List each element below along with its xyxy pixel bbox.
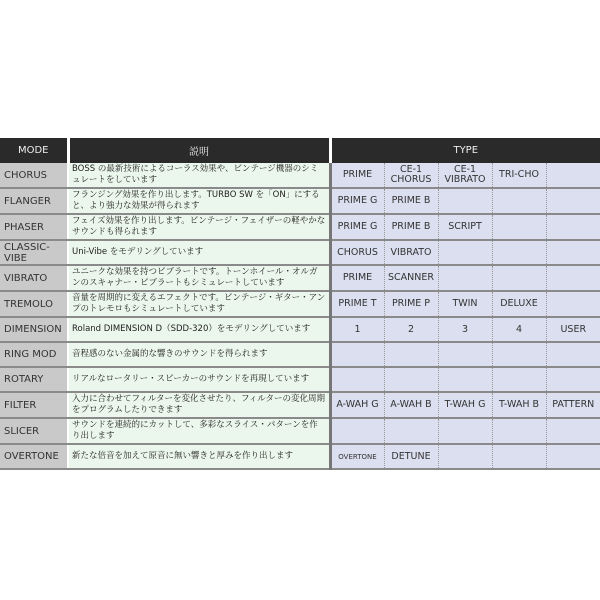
type-cell: PRIME	[330, 163, 384, 188]
table-row	[0, 291, 600, 317]
table-row	[0, 367, 600, 392]
description-cell: ユニークな効果を持つビブラートです。トーンホイール・オルガンのスキャナー・ビブラートもシミュレートしています	[68, 265, 330, 291]
type-cell	[438, 265, 492, 291]
table-row	[0, 418, 600, 444]
type-cell	[438, 367, 492, 392]
table-row	[0, 392, 600, 418]
type-cell: TRI-CHO	[492, 163, 546, 188]
header-type: TYPE	[330, 138, 600, 163]
type-cell: CHORUS	[330, 240, 384, 265]
type-cell: 2	[384, 317, 438, 342]
type-cell	[492, 265, 546, 291]
type-cell: CE-1 VIBRATO	[438, 163, 492, 188]
type-cell: SCANNER	[384, 265, 438, 291]
type-cell: PRIME B	[384, 214, 438, 240]
description-cell: BOSS の最新技術によるコーラス効果や、ビンテージ機器のシミュレートをしています	[68, 163, 330, 188]
type-cell	[492, 367, 546, 392]
mode-cell: SLICER	[0, 418, 68, 444]
type-cell: PRIME	[330, 265, 384, 291]
mode-cell: ROTARY	[0, 367, 68, 392]
table-row	[0, 444, 600, 469]
header-description: 説明	[68, 138, 330, 163]
type-cell: PRIME T	[330, 291, 384, 317]
type-cell	[384, 418, 438, 444]
description-cell: サウンドを連続的にカットして、多彩なスライス・パターンを作り出します	[68, 418, 330, 444]
type-cell: PATTERN	[546, 392, 600, 418]
description-cell: フランジング効果を作り出します。TURBO SW を「ON」にすると、より強力な効果が得られます	[68, 188, 330, 214]
mode-cell: RING MOD	[0, 342, 68, 367]
mode-cell: CLASSIC-VIBE	[0, 240, 68, 265]
description-cell: 音量を周期的に変えるエフェクトです。ビンテージ・ギター・アンプのトレモロもシミュレートしています	[68, 291, 330, 317]
header-mode: MODE	[0, 138, 68, 163]
mode-table	[0, 138, 600, 470]
description-cell: 入力に合わせてフィルターを変化させたり、フィルターの変化周期をプログラムしたりできます	[68, 392, 330, 418]
type-cell	[492, 444, 546, 469]
mode-cell: DIMENSION	[0, 317, 68, 342]
type-cell	[330, 367, 384, 392]
mode-cell: CHORUS	[0, 163, 68, 188]
description-cell: フェイズ効果を作り出します。ビンテージ・フェイザーの軽やかなサウンドも得られます	[68, 214, 330, 240]
type-cell	[438, 240, 492, 265]
type-cell: 3	[438, 317, 492, 342]
type-cell: TWIN	[438, 291, 492, 317]
type-cell: 1	[330, 317, 384, 342]
type-cell: SCRIPT	[438, 214, 492, 240]
description-cell: 音程感のない金属的な響きのサウンドを得られます	[68, 342, 330, 367]
type-cell	[384, 342, 438, 367]
type-cell: VIBRATO	[384, 240, 438, 265]
table-row	[0, 214, 600, 240]
mode-cell: TREMOLO	[0, 291, 68, 317]
type-cell: T-WAH B	[492, 392, 546, 418]
type-cell	[438, 342, 492, 367]
type-cell	[546, 163, 600, 188]
type-cell	[492, 188, 546, 214]
type-cell	[546, 367, 600, 392]
mode-cell: FILTER	[0, 392, 68, 418]
type-cell	[492, 240, 546, 265]
type-cell	[546, 291, 600, 317]
table-row	[0, 240, 600, 265]
type-cell	[438, 188, 492, 214]
type-cell	[384, 367, 438, 392]
type-cell: DELUXE	[492, 291, 546, 317]
type-cell	[492, 214, 546, 240]
type-cell: A-WAH B	[384, 392, 438, 418]
description-cell: 新たな倍音を加えて原音に無い響きと厚みを作り出します	[68, 444, 330, 469]
mode-cell: VIBRATO	[0, 265, 68, 291]
type-cell	[330, 418, 384, 444]
type-cell: CE-1 CHORUS	[384, 163, 438, 188]
description-cell: Uni-Vibe をモデリングしています	[68, 240, 330, 265]
mode-cell: OVERTONE	[0, 444, 68, 469]
type-cell	[546, 265, 600, 291]
type-cell	[546, 342, 600, 367]
type-cell: PRIME B	[384, 188, 438, 214]
type-cell: PRIME G	[330, 188, 384, 214]
description-cell: リアルなロータリー・スピーカーのサウンドを再現しています	[68, 367, 330, 392]
mode-cell: PHASER	[0, 214, 68, 240]
type-cell: DETUNE	[384, 444, 438, 469]
type-cell	[546, 444, 600, 469]
type-cell	[492, 342, 546, 367]
type-cell: PRIME P	[384, 291, 438, 317]
type-cell	[330, 342, 384, 367]
type-cell: OVERTONE	[330, 444, 384, 469]
type-cell	[546, 188, 600, 214]
table-row	[0, 317, 600, 342]
type-cell: T-WAH G	[438, 392, 492, 418]
type-cell	[546, 418, 600, 444]
type-cell	[546, 214, 600, 240]
table-row	[0, 188, 600, 214]
type-cell	[546, 240, 600, 265]
description-cell: Roland DIMENSION D（SDD-320）をモデリングしています	[68, 317, 330, 342]
type-cell	[438, 418, 492, 444]
table-row	[0, 163, 600, 188]
type-cell: 4	[492, 317, 546, 342]
type-cell	[492, 418, 546, 444]
mode-cell: FLANGER	[0, 188, 68, 214]
type-cell: A-WAH G	[330, 392, 384, 418]
table-row	[0, 342, 600, 367]
table-row	[0, 265, 600, 291]
type-cell	[438, 444, 492, 469]
type-cell: PRIME G	[330, 214, 384, 240]
type-cell: USER	[546, 317, 600, 342]
